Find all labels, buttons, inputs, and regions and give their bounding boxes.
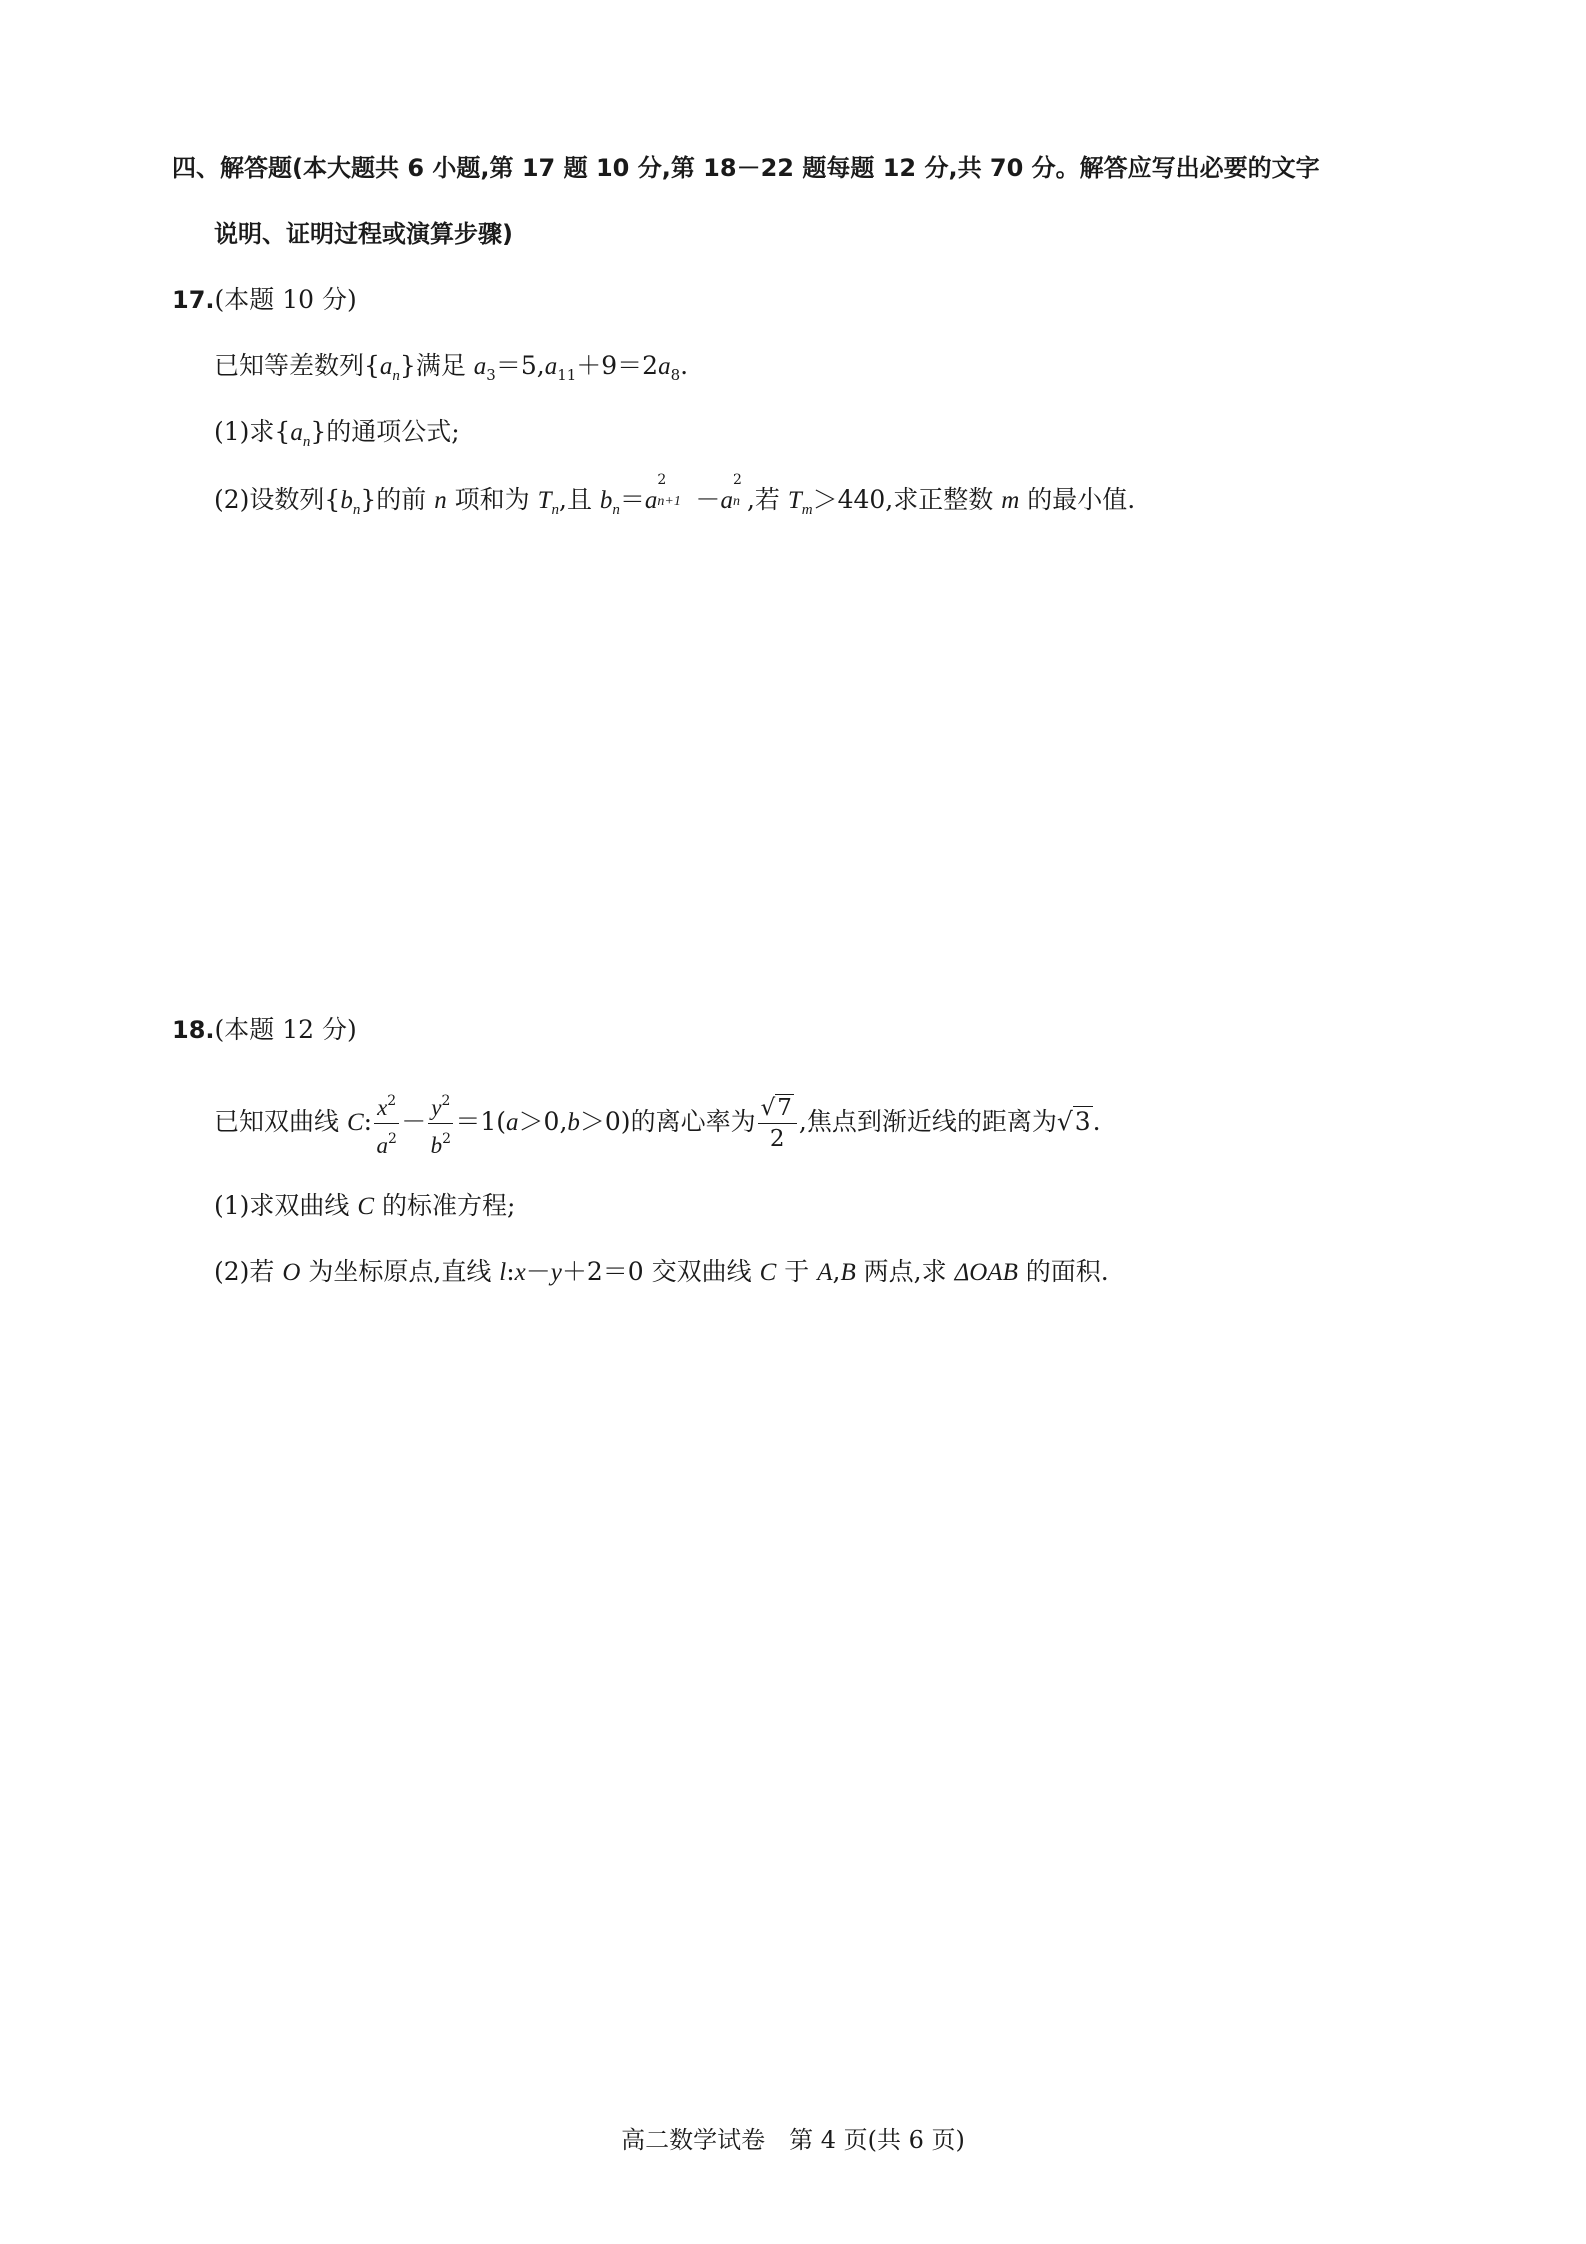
frac-y2-b2: $\frac{y^2}{b^2}$ <box>428 1086 453 1161</box>
q17-number: 17. <box>172 286 215 314</box>
section-heading-line1: 四、解答题(本大题共 6 小题,第 17 题 10 分,第 18－22 题每题 12 分,共 70 分。解答应写出必要的文字 <box>172 154 1320 182</box>
page-footer: 高二数学试卷 第 4 页(共 6 页) <box>621 2126 965 2154</box>
frac-x2-a2: $\frac{x^2}{a^2}$ <box>374 1086 399 1161</box>
q17-header <box>172 280 357 320</box>
q18-part2: (2)若 O 为坐标原点,直线 l:x－y＋2＝0 交双曲线 C 于 A,B 两点,求 ΔOAB 的面积. <box>214 1257 1109 1286</box>
q18-header <box>172 1010 357 1050</box>
q17-part1: (1)求$\{a_n\}$的通项公式; <box>214 417 460 450</box>
q17-intro: 已知等差数列$\{a_n\}$满足 $a_3=5,a_{11}+9=2a_8$. <box>214 351 689 384</box>
q17-part2: (2)设数列$\{b_n\}$的前 n 项和为 $T_n$,且 $b_n=a$ 2 n+1 －a 2 n ,若 $T_m>440$,求正整数 m 的最小值. <box>214 472 1136 518</box>
q18-intro: 已知双曲线 C: $\frac{x^2}{a^2}$ － $\frac{y^2}{b^2}$ ＝1(a＞0,b＞0)的离心率为 $\frac{√7}{2}$ ,焦点到渐近线的距离为√3. <box>214 1086 1101 1161</box>
q18-points: (本题 12 分) <box>214 1015 357 1044</box>
frac-sqrt7-over-2: $\frac{√7}{2}$ <box>758 1093 797 1154</box>
q18-number: 18. <box>172 1016 215 1044</box>
section-heading-line2: 说明、证明过程或演算步骤) <box>214 220 513 248</box>
q18-part1: (1)求双曲线 C 的标准方程; <box>214 1191 516 1220</box>
q17-points: (本题 10 分) <box>214 285 357 314</box>
sqrt-3: √3 <box>1056 1107 1091 1136</box>
